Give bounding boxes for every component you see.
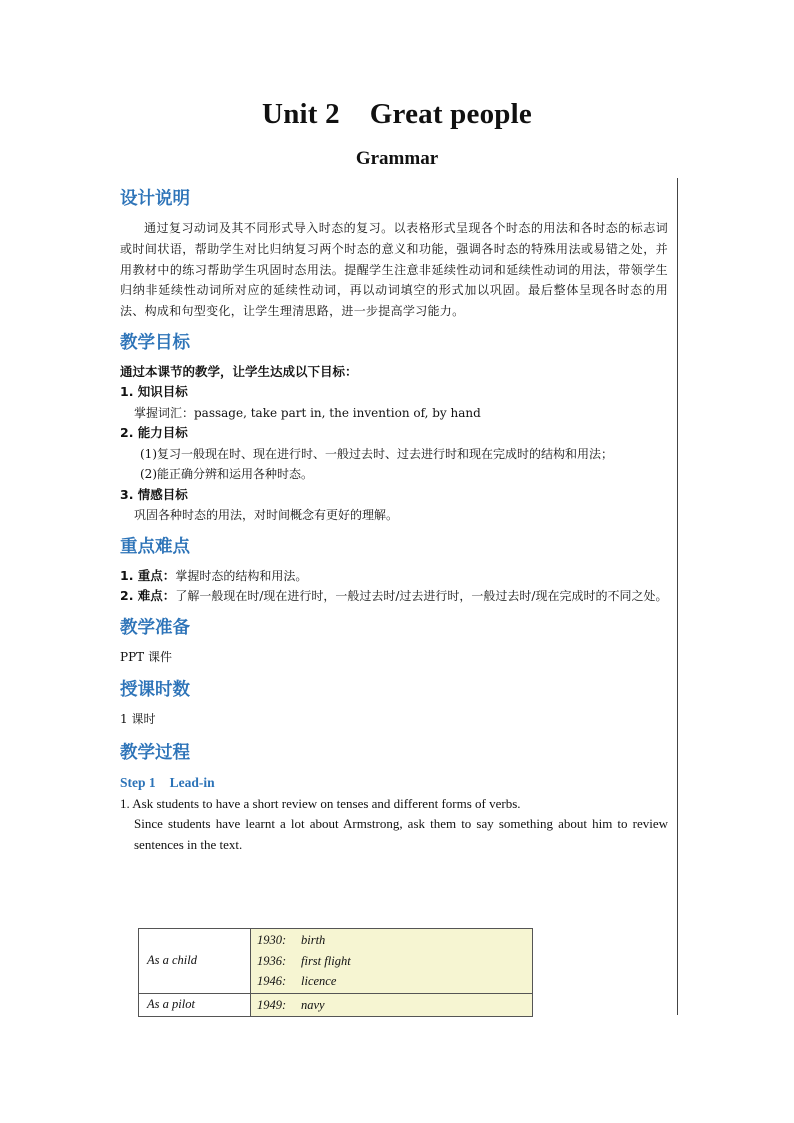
timeline-label-child: As a child <box>139 929 251 994</box>
step-1-heading <box>120 772 668 794</box>
emotion-title: 3. 情感目标 <box>120 486 188 502</box>
timeline-event <box>257 930 526 951</box>
prep-text: PPT 课件 <box>120 649 172 664</box>
table-row <box>139 929 533 994</box>
keypoint-1-label: 1. 重点： <box>120 567 176 583</box>
design-text: 通过复习动词及其不同形式导入时态的复习。以表格形式呈现各个时态的用法和各时态的标志词或时间状语，帮助学生对比归纳复习两个时态的意义和功能，强调各时态的特殊用法或易错之处，并用教材中的练习帮助学生巩固时态用法。提醒学生注意非延续性动词和延续性动词的用法，带领学生归纳非延续性动词所对应的延续性动词，再以动词填空的形式加以巩固。最后整体呈现各时态的用法、构成和句型变化，让学生理清思路，进一步提高学习能力。 <box>120 221 668 319</box>
step-1-label: Step 1 <box>120 774 156 790</box>
table-row <box>139 993 533 1017</box>
keypoint-1-text: 掌握时态的结构和用法。 <box>175 568 308 583</box>
event-year: 1949: <box>257 997 287 1012</box>
timeline-events-child <box>251 929 533 994</box>
keypoint-2-label: 2. 难点： <box>120 588 176 604</box>
event-name: birth <box>301 933 326 947</box>
timeline-event <box>257 951 526 972</box>
ability-title: 2. 能力目标 <box>120 425 188 441</box>
event-year: 1930: <box>257 933 287 947</box>
keypoint-2-text: 了解一般现在时/现在进行时，一般过去时/过去进行时，一般过去时/现在完成时的不同之处。 <box>175 589 668 604</box>
timeline-events-pilot <box>251 993 533 1017</box>
timeline-event <box>257 971 526 992</box>
design-heading: 设计说明 <box>120 189 190 209</box>
goals-heading: 教学目标 <box>120 332 190 353</box>
event-name: licence <box>301 974 337 988</box>
goals-intro: 通过本课节的教学，让学生达成以下目标： <box>120 363 358 379</box>
process-heading: 教学过程 <box>120 742 190 763</box>
timeline-label-pilot: As a pilot <box>139 993 251 1017</box>
margin-rule <box>677 178 678 1015</box>
ability-item-1: (1)复习一般现在时、现在进行时、一般过去时、过去进行时和现在完成时的结构和用法； <box>140 446 614 461</box>
event-year: 1936: <box>257 953 287 968</box>
hours-heading: 授课时数 <box>120 680 190 701</box>
timeline-event <box>257 995 526 1016</box>
event-name: navy <box>301 997 325 1012</box>
knowledge-text: 掌握词汇：passage, take part in, the invention of, by hand <box>134 405 481 420</box>
title-name: Great people <box>369 98 532 130</box>
knowledge-title: 1. 知识目标 <box>120 384 188 400</box>
process-item-1-detail: Since students have learnt a lot about Armstrong, ask them to say something about him to review sentences in the text. <box>134 816 668 852</box>
keypoints-heading: 重点难点 <box>120 536 190 557</box>
process-item-1: 1. Ask students to have a short review on tenses and different forms of verbs. <box>120 795 521 811</box>
event-year: 1946: <box>257 974 287 988</box>
page-subtitle: Grammar <box>355 148 439 169</box>
armstrong-timeline-table <box>138 928 533 1017</box>
keypoint-1 <box>120 566 668 587</box>
page-title <box>0 98 794 131</box>
ability-item-2: (2)能正确分辨和运用各种时态。 <box>140 467 313 482</box>
event-name: first flight <box>301 953 351 968</box>
keypoint-2 <box>120 586 668 607</box>
hours-text: 1 课时 <box>120 712 156 727</box>
main-content <box>120 186 668 855</box>
title-unit: Unit 2 <box>262 98 340 130</box>
emotion-text: 巩固各种时态的用法，对时间概念有更好的理解。 <box>134 508 399 523</box>
step-1-name: Lead-in <box>169 774 215 790</box>
prep-heading: 教学准备 <box>120 617 190 638</box>
